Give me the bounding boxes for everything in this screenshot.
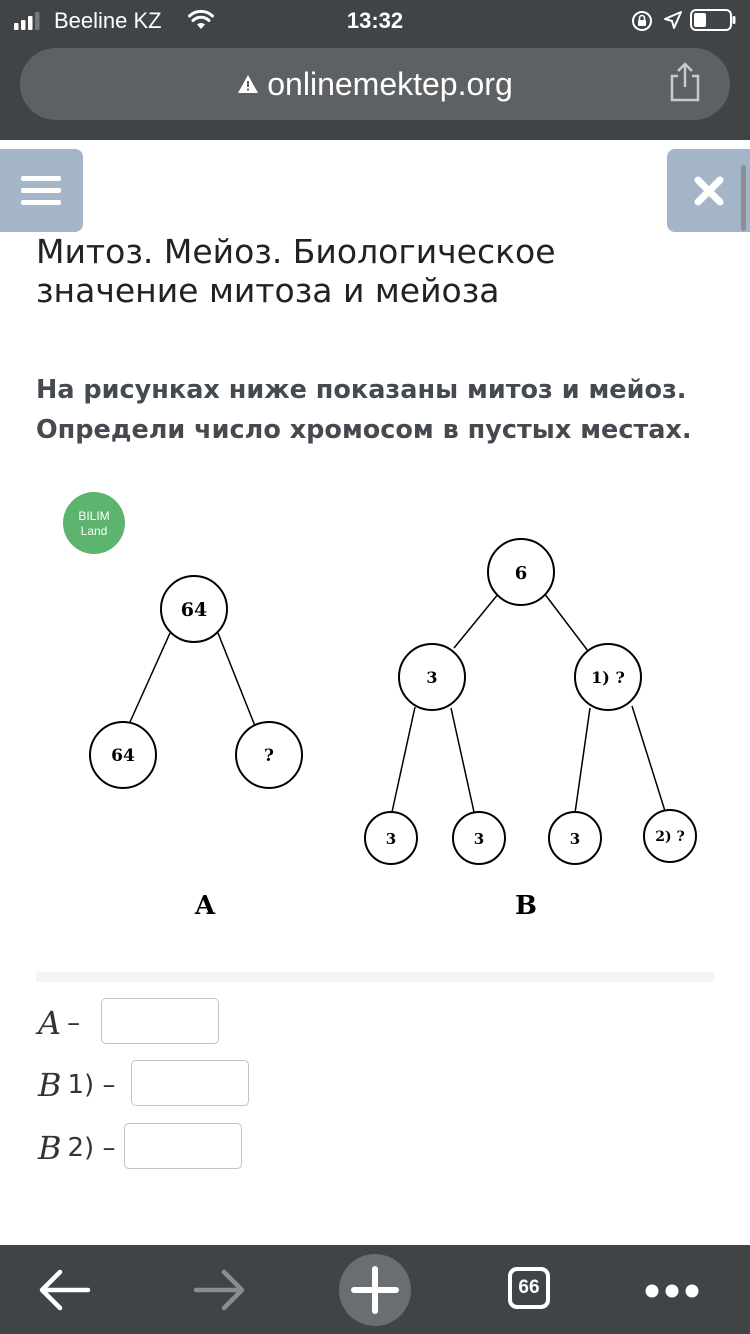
browser-toolbar	[0, 1245, 750, 1334]
answer-row-b2	[38, 1123, 115, 1173]
logo-text-1: BILIM	[78, 509, 110, 523]
rotation-lock-icon	[631, 10, 653, 32]
answer-suffix: –	[67, 1008, 81, 1038]
section-divider	[36, 972, 714, 982]
tabs-icon[interactable]	[508, 1267, 550, 1309]
tree-b-root-label: 6	[514, 563, 528, 584]
tree-b-leaf-2-label: 3	[473, 830, 485, 848]
bilimland-logo	[63, 492, 125, 554]
carrier-name: Beeline KZ	[54, 8, 162, 33]
clock: 13:32	[346, 8, 404, 33]
answer-row-b1	[38, 1060, 115, 1110]
browser-chrome-top	[0, 0, 750, 140]
tree-b	[365, 539, 696, 921]
answer-input-b2[interactable]	[124, 1123, 242, 1169]
tree-a-left-label: 64	[111, 746, 135, 766]
plus-icon	[339, 1254, 411, 1326]
hamburger-icon-line	[21, 200, 61, 205]
page-title	[36, 232, 696, 310]
question-text	[36, 370, 726, 450]
share-icon[interactable]	[668, 62, 702, 102]
tree-b-leaf-4-label: 2) ?	[655, 829, 685, 845]
hamburger-icon	[21, 176, 61, 181]
url-text[interactable]: onlinemektep.org	[267, 65, 513, 102]
tree-b-label: B	[515, 891, 537, 921]
tab-count: 66	[518, 1277, 540, 1298]
answer-input-b1[interactable]	[131, 1060, 249, 1106]
status-bar	[0, 0, 750, 42]
tree-b-left-label: 3	[426, 668, 438, 687]
scrollbar-thumb[interactable]	[741, 165, 746, 231]
tree-b-right-label: 1) ?	[591, 668, 625, 687]
tree-a-label: A	[194, 891, 216, 921]
answer-suffix: 1) –	[67, 1070, 116, 1100]
more-icon[interactable]	[644, 1283, 700, 1299]
logo-badge	[63, 492, 125, 554]
tree-b-leaf-1-label: 3	[385, 830, 397, 848]
mitosis-meiosis-figure	[40, 480, 720, 940]
tree-a-root-label: 64	[180, 599, 208, 621]
answer-suffix: 2) –	[67, 1133, 116, 1163]
question-line-1: На рисунках ниже показаны митоз и мейоз.	[36, 375, 687, 405]
logo-text-2: Land	[80, 524, 108, 538]
answer-variable: B	[38, 1066, 62, 1104]
answer-input-a[interactable]	[101, 998, 219, 1044]
location-arrow-icon	[663, 10, 683, 30]
back-arrow-icon[interactable]	[36, 1267, 92, 1313]
tree-a-right-label: ?	[264, 746, 274, 766]
url-container[interactable]	[20, 48, 730, 120]
new-tab-button[interactable]	[339, 1254, 411, 1326]
warning-icon	[237, 74, 259, 94]
question-line-2: Определи число хромосом в пустых местах.	[36, 415, 692, 445]
page-title-line-1: Митоз. Мейоз. Биологическое	[36, 232, 556, 271]
close-button[interactable]	[667, 149, 750, 232]
page-title-line-2: значение митоза и мейоза	[36, 271, 500, 310]
address-bar[interactable]	[20, 48, 730, 120]
tree-b-leaf-3-label: 3	[569, 830, 581, 848]
forward-arrow-icon[interactable]	[192, 1267, 248, 1313]
answer-row-a	[38, 998, 80, 1048]
menu-button[interactable]	[0, 149, 83, 232]
battery-icon	[690, 9, 736, 31]
answer-variable: B	[38, 1129, 62, 1167]
hamburger-icon-line	[21, 188, 61, 193]
close-icon	[694, 176, 724, 206]
tree-a	[90, 576, 302, 921]
answer-variable: A	[38, 1004, 62, 1042]
